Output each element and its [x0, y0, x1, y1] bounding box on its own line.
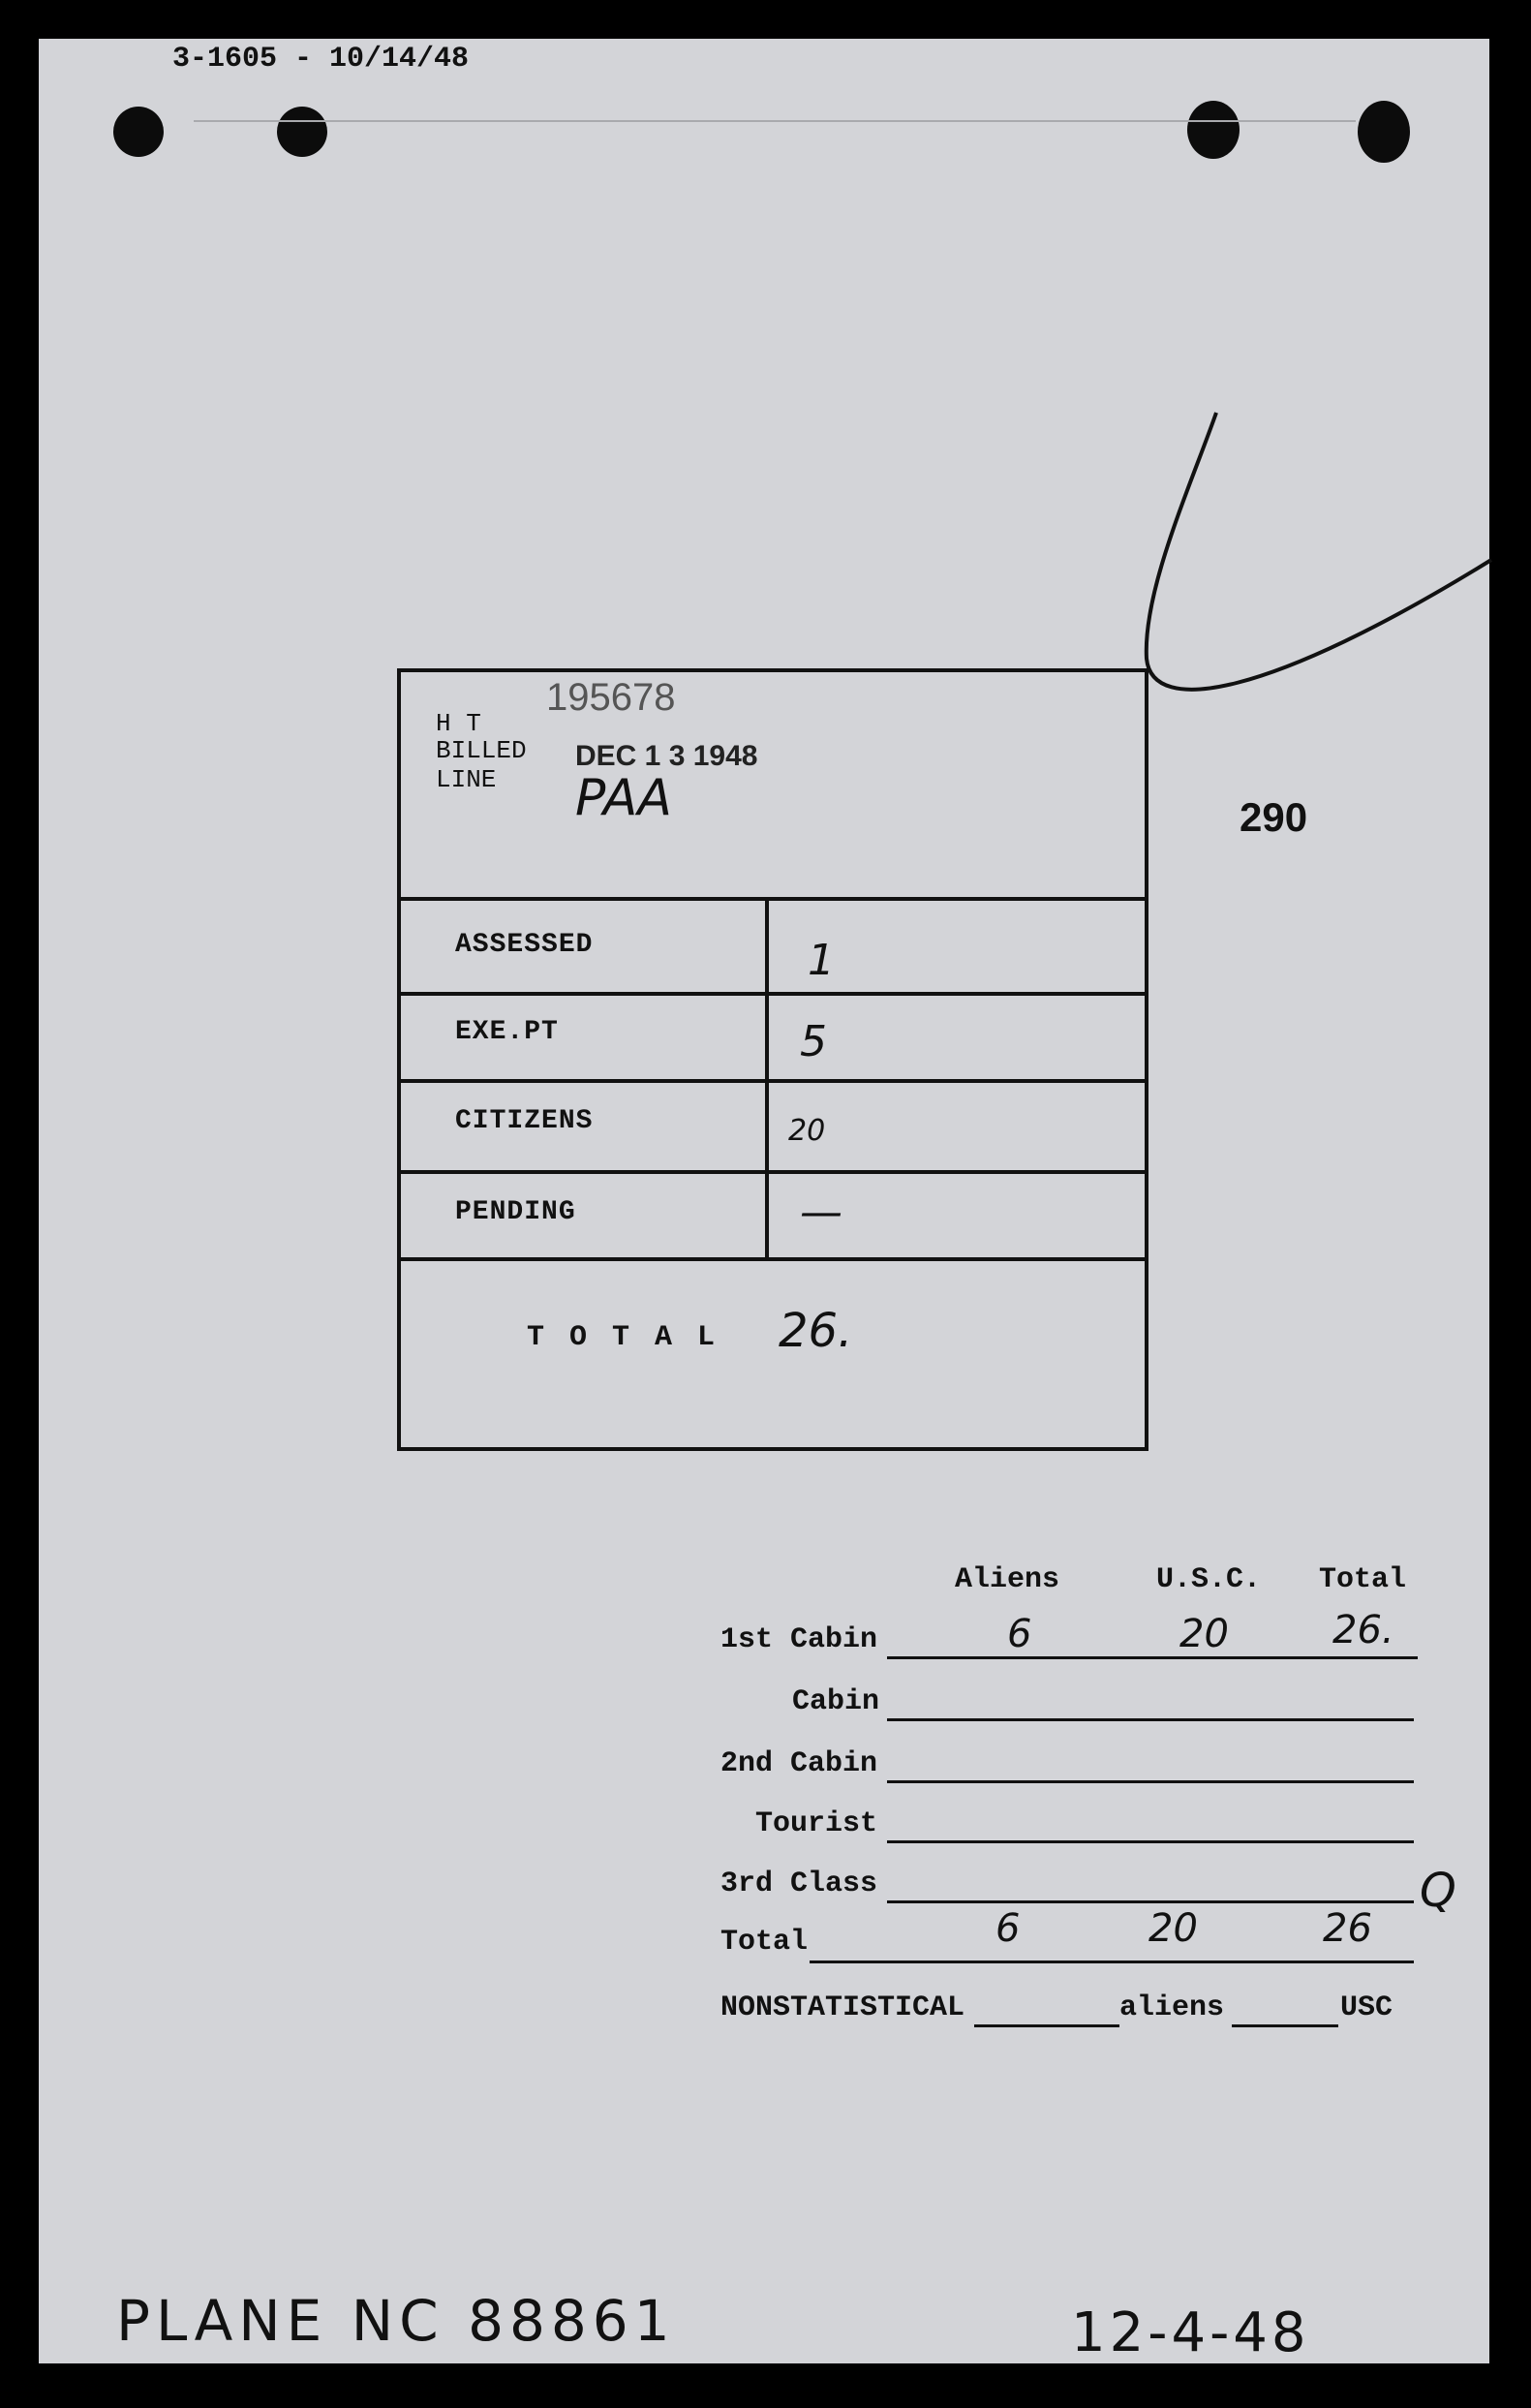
- row-underline: [887, 1718, 1414, 1721]
- divider: [401, 1257, 1145, 1261]
- row-1st-cabin-total: 26.: [1332, 1608, 1394, 1652]
- page-number: 290: [1240, 794, 1308, 840]
- divider: [401, 897, 1145, 901]
- stamp-number: 195678: [546, 676, 676, 719]
- punch-hole: [1187, 101, 1240, 159]
- billing-billed-label: BILLED: [436, 736, 527, 765]
- col-header-total: Total: [1319, 1563, 1407, 1596]
- row-underline: [887, 1900, 1414, 1903]
- row-1st-cabin-aliens: 6: [1007, 1612, 1032, 1656]
- side-mark: Q: [1420, 1864, 1456, 1918]
- plane-number: PLANE NC 88861: [116, 2288, 676, 2354]
- divider: [401, 992, 1145, 996]
- row-underline: [887, 1840, 1414, 1843]
- exempt-value: 5: [800, 1017, 827, 1066]
- citizens-label: CITIZENS: [455, 1106, 594, 1136]
- total-value: 26.: [779, 1304, 853, 1358]
- row-label-1st-cabin: 1st Cabin: [720, 1623, 878, 1656]
- row-1st-cabin-usc: 20: [1179, 1612, 1229, 1656]
- divider: [401, 1170, 1145, 1174]
- column-divider: [765, 897, 769, 1261]
- row-label-2nd-cabin: 2nd Cabin: [720, 1747, 878, 1780]
- form-number: 3-1605 - 10/14/48: [172, 43, 470, 76]
- row-label-cabin: Cabin: [792, 1685, 880, 1718]
- exempt-label: EXE.PT: [455, 1017, 559, 1047]
- divider: [401, 1079, 1145, 1083]
- col-header-aliens: Aliens: [955, 1563, 1060, 1596]
- nonstat-aliens-underline: [974, 2024, 1119, 2027]
- handwritten-date: 12-4-48: [1071, 2301, 1310, 2364]
- billing-line-value: PAA: [575, 769, 672, 827]
- row-label-total: Total: [720, 1926, 809, 1959]
- row-total-total: 26: [1323, 1906, 1372, 1951]
- nonstat-aliens-label: aliens: [1119, 1991, 1225, 2024]
- pen-stroke-mark: [1123, 407, 1501, 717]
- pending-value: —: [800, 1188, 842, 1237]
- assessed-label: ASSESSED: [455, 930, 594, 960]
- row-underline: [887, 1780, 1414, 1783]
- row-underline: [887, 1656, 1418, 1659]
- billing-ht-label: H T: [436, 709, 481, 738]
- punch-hole: [277, 107, 327, 157]
- nonstat-usc-underline: [1232, 2024, 1338, 2027]
- tally-form-box: [397, 668, 1148, 1451]
- nonstatistical-label: NONSTATISTICAL: [720, 1991, 965, 2024]
- assessed-value: 1: [808, 936, 835, 985]
- punch-hole: [113, 107, 164, 157]
- citizens-value: 20: [788, 1114, 826, 1148]
- row-label-tourist: Tourist: [755, 1807, 878, 1840]
- nonstat-usc-label: USC: [1340, 1991, 1393, 2024]
- col-header-usc: U.S.C.: [1156, 1563, 1262, 1596]
- pending-label: PENDING: [455, 1197, 576, 1227]
- row-total-aliens: 6: [995, 1906, 1021, 1951]
- stamp-date: DEC 1 3 1948: [575, 740, 758, 772]
- row-total-usc: 20: [1148, 1906, 1198, 1951]
- fold-line: [194, 120, 1356, 122]
- billing-line-label: LINE: [436, 765, 497, 794]
- row-label-3rd-class: 3rd Class: [720, 1868, 878, 1900]
- punch-hole: [1358, 101, 1410, 163]
- row-underline: [810, 1960, 1414, 1963]
- total-label: T O T A L: [527, 1321, 720, 1354]
